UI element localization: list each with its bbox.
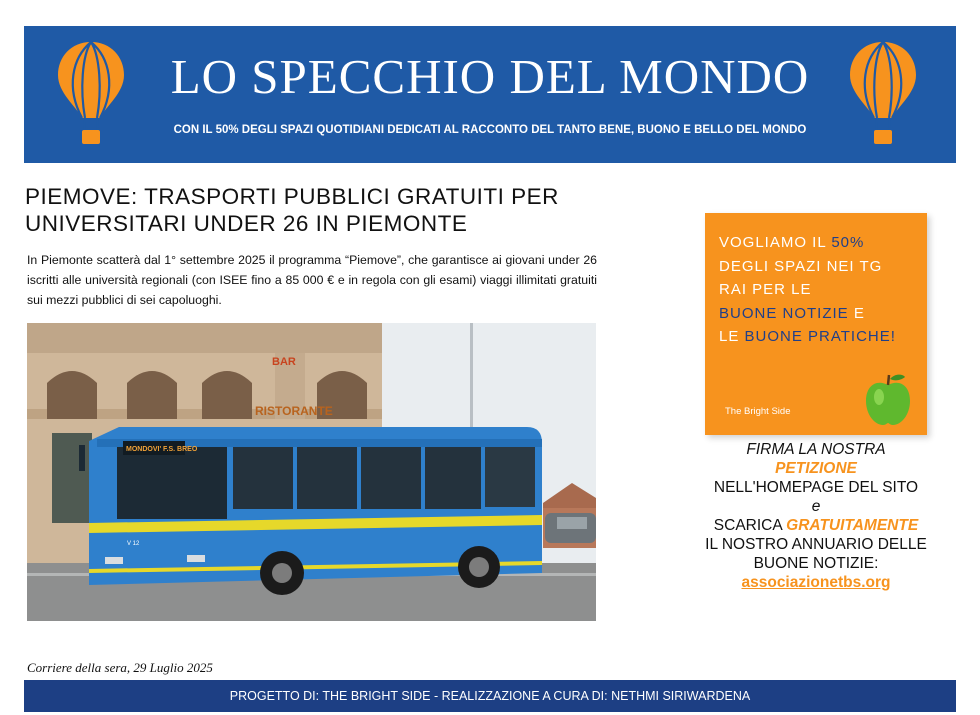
- cta-line3: NELL'HOMEPAGE DEL SITO: [713, 479, 919, 496]
- cta-line4: e: [811, 498, 821, 515]
- article-headline: PIEMOVE: TRASPORTI PUBBLICI GRATUITI PER UNIVERSITARI UNDER 26 IN PIEMONTE: [25, 184, 559, 236]
- promo-text: [719, 231, 919, 349]
- cta-line6: IL NOSTRO ANNUARIO DELLE: [705, 536, 927, 553]
- cta-line5: SCARICA: [713, 517, 787, 534]
- cta-line1: FIRMA LA NOSTRA: [746, 441, 886, 458]
- masthead-tagline: CON IL 50% DEGLI SPAZI QUOTIDIANI DEDICATI AL RACCONTO DEL TANTO BENE, BUONO E BELLO DEL MONDO: [173, 124, 807, 136]
- hot-air-balloon-icon: [846, 38, 920, 150]
- promo-line4-b: E: [848, 304, 865, 322]
- promo-box: [705, 213, 927, 435]
- website-link[interactable]: associazionetbs.org: [741, 574, 891, 591]
- masthead-title: LO SPECCHIO DEL MONDO: [170, 49, 810, 104]
- bus-destination-display: MONDOVI' F.S. BREO: [126, 446, 198, 453]
- green-apple-icon: [863, 371, 913, 427]
- article-photo-bus: [27, 323, 596, 621]
- article-source: Corriere della sera, 29 Luglio 2025: [27, 660, 213, 675]
- promo-line2: DEGLI SPAZI NEI TG: [719, 257, 883, 275]
- promo-line5-b: BUONE PRATICHE!: [744, 328, 896, 345]
- promo-line1-b: 50%: [831, 234, 865, 251]
- building-sign: RISTORANTE: [255, 404, 333, 418]
- masthead: [24, 26, 956, 163]
- cta-gratuitamente: GRATUITAMENTE: [786, 517, 919, 534]
- promo-line3: RAI PER LE: [719, 281, 812, 298]
- building-sign-bar: BAR: [272, 356, 296, 368]
- article-lead: In Piemonte scatterà dal 1° settembre 2025 il programma “Piemove”, che garantisce ai giovani under 26 iscritti alle università regionali (con ISEE fino a 85 000 € e in regola con gli esami) viaggi illimitati gratuiti sui mezzi pubblici di sei capoluoghi.: [27, 253, 597, 307]
- petition-call-to-action: [690, 440, 942, 592]
- promo-line5-a: LE: [719, 328, 745, 345]
- promo-brand: The Bright Side: [725, 406, 791, 417]
- promo-line1-a: VOGLIAMO IL: [719, 234, 832, 251]
- promo-line4-a: BUONE NOTIZIE: [719, 304, 849, 322]
- cta-petition: PETIZIONE: [775, 460, 857, 477]
- cta-line7: BUONE NOTIZIE:: [753, 555, 879, 572]
- footer-credits: PROGETTO DI: THE BRIGHT SIDE - REALIZZAZIONE A CURA DI: NETHMI SIRIWARDENA: [24, 680, 956, 712]
- bus-number: V 12: [127, 541, 140, 547]
